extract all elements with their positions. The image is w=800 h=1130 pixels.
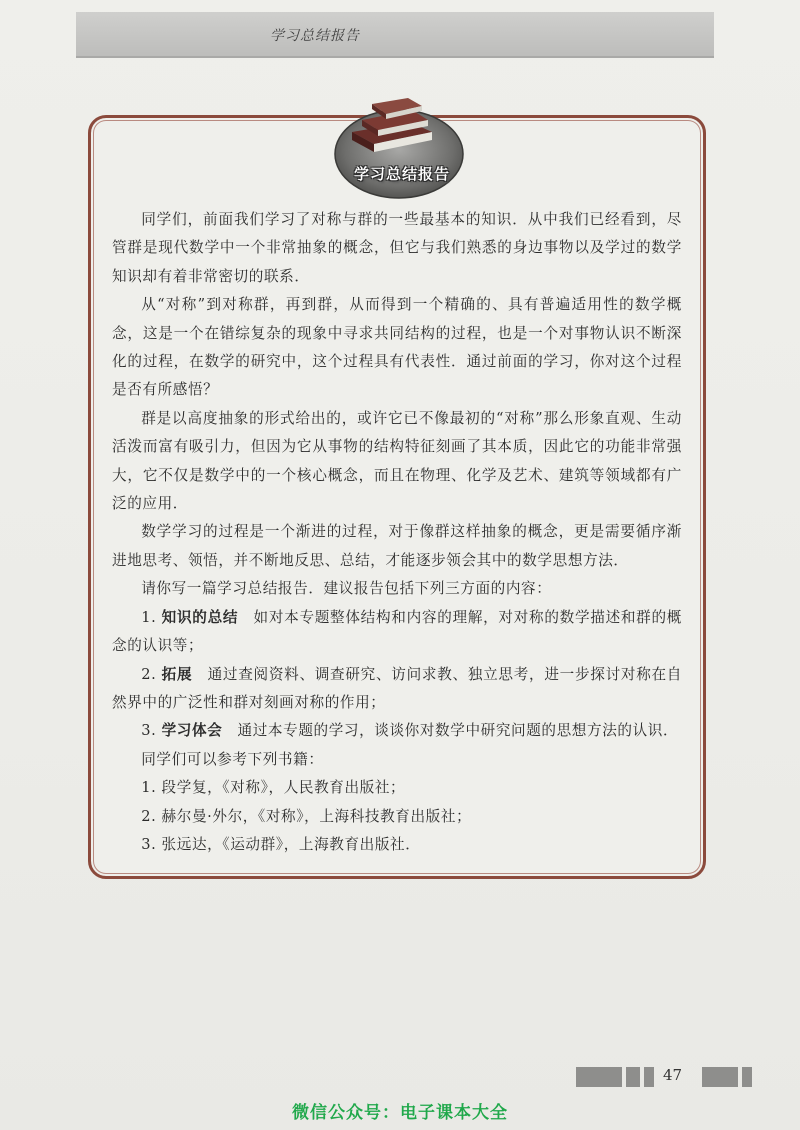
paragraph: 群是以高度抽象的形式给出的，或许它已不像最初的“对称”那么形象直观、生动活泼而富有吸引力，但因为它从事物的结构特征刻画了其本质，因此它的功能非常强大，它不仅是数学中的一个核心概念，而且在物理、化学及艺术、建筑等领域都有广泛的应用． [112, 409, 682, 513]
paragraph: 同学们，前面我们学习了对称与群的一些最基本的知识．从中我们已经看到，尽管群是现代数学中一个非常抽象的概念，但它与我们熟悉的身边事物以及学过的数学知识却有着非常密切的联系． [112, 211, 682, 285]
list-item [112, 604, 682, 661]
item-number: 2. [141, 665, 162, 683]
list-item [112, 717, 682, 745]
header-bar [76, 12, 714, 58]
references-intro: 同学们可以参考下列书籍： [141, 750, 324, 768]
item-text: 通过本专题的学习，谈谈你对数学中研究问题的思想方法的认识． [222, 722, 679, 740]
item-text: 如对本专题整体结构和内容的理解，对对称的数学描述和群的概念的认识等； [112, 608, 682, 655]
paragraph: 从“对称”到对称群，再到群，从而得到一个精确的、具有普遍适用性的数学概念，这是一个在错综复杂的现象中寻求共同结构的过程，也是一个对事物认识不断深化的过程，在数学的研究中，这个过程具有代表性．通过前面的学习，你对这个过程是否有所感悟？ [112, 296, 682, 399]
paragraph: 数学学习的过程是一个渐进的过程，对于像群这样抽象的概念，更是需要循序渐进地思考、领悟，并不断地反思、总结，才能逐步领会其中的数学思想方法． [112, 523, 682, 569]
item-title: 学习体会 [161, 722, 223, 740]
reference-item: 2. 赫尔曼·外尔，《对称》，上海科技教育出版社； [141, 807, 472, 825]
page-number: 47 [663, 1066, 683, 1084]
item-title: 知识的总结 [161, 608, 239, 626]
emblem-title: 学习总结报告 [353, 165, 450, 183]
list-item [112, 661, 682, 718]
watermark: 微信公众号：电子课本大全 [292, 1103, 508, 1123]
item-title: 拓展 [161, 665, 193, 683]
header-title: 学习总结报告 [270, 28, 360, 44]
paragraph: 请你写一篇学习总结报告．建议报告包括下列三方面的内容： [141, 580, 552, 598]
item-number: 3. [141, 722, 162, 740]
reference-item: 1. 段学复，《对称》，人民教育出版社； [141, 779, 406, 797]
item-text: 通过查阅资料、调查研究、访问求教、独立思考，进一步探讨对称在自然界中的广泛性和群对刻画对称的作用； [112, 665, 683, 711]
item-number: 1. [141, 608, 162, 626]
reference-item: 3. 张远达，《运动群》，上海教育出版社． [141, 835, 421, 853]
report-content [112, 206, 682, 859]
